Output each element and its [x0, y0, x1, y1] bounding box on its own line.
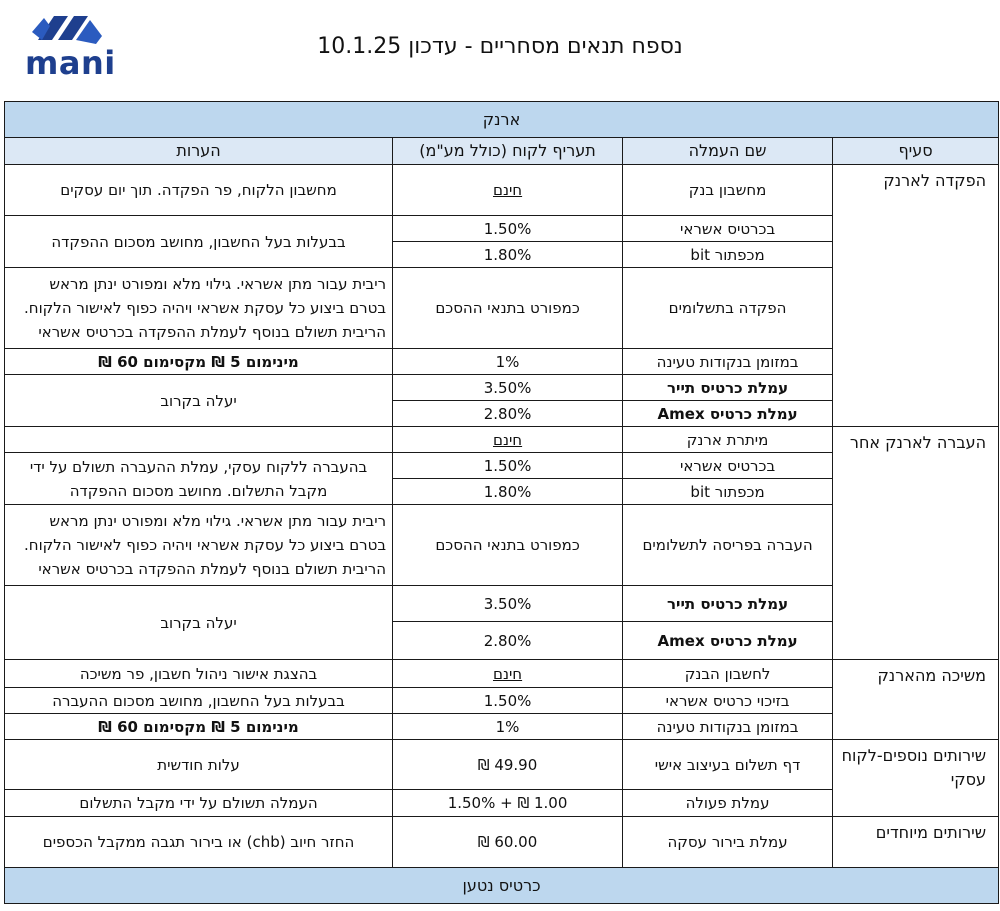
fee-price: חינם: [393, 165, 623, 216]
fee-price: כמפורט בתנאי ההסכם: [393, 268, 623, 349]
fee-price: 1.00 ₪ + 1.50%: [393, 790, 623, 817]
header-price: תעריף לקוח (כולל מע"מ): [393, 138, 623, 165]
header-section: סעיף: [833, 138, 999, 165]
fee-note: בהעברה ללקוח עסקי, עמלת ההעברה תשולם על ידי מקבל התשלום. מחושב מסכום ההפקדה: [5, 453, 393, 505]
fee-name: עמלת כרטיס תייר: [623, 375, 833, 401]
fee-price: 2.80%: [393, 622, 623, 660]
fee-note: העמלה תשולם על ידי מקבל התשלום: [5, 790, 393, 817]
page-title: נספח תנאים מסחריים - עדכון 10.1.25: [317, 34, 683, 59]
fee-note: ריבית עבור מתן אשראי. גילוי מלא ומפורט ינתן מראש בטרם ביצוע כל עסקת אשראי ויהיה כפוף לאישור הלקוח. הריבית תשולם בנוסף לעמלת ההפקדה בכרטיס אשראי: [5, 268, 393, 349]
fee-name: במזומן בנקודות טעינה: [623, 714, 833, 740]
fee-note-empty: [5, 427, 393, 453]
fee-price: 1%: [393, 714, 623, 740]
fee-note: יעלה בקרוב: [5, 586, 393, 660]
fee-name: עמלת כרטיס Amex: [623, 622, 833, 660]
fee-name: מחשבון בנק: [623, 165, 833, 216]
fee-name: עמלת פעולה: [623, 790, 833, 817]
group-special-services: שירותים מיוחדים: [833, 817, 999, 868]
fee-name: עמלת בירור עסקה: [623, 817, 833, 868]
fee-name: הפקדה בתשלומים: [623, 268, 833, 349]
group-extra-services: שירותים נוספים-לקוח עסקי: [833, 740, 999, 817]
fee-name: מכפתור bit: [623, 479, 833, 505]
fee-price: 1.50%: [393, 688, 623, 714]
fee-name: מיתרת ארנק: [623, 427, 833, 453]
group-transfer: העברה לארנק אחר: [833, 427, 999, 660]
fee-name: בכרטיס אשראי: [623, 453, 833, 479]
fee-price: 1.80%: [393, 479, 623, 505]
fee-note: מחשבון הלקוח, פר הפקדה. תוך יום עסקים: [5, 165, 393, 216]
fee-price: 1.50%: [393, 216, 623, 242]
group-deposit: הפקדה לארנק: [833, 165, 999, 427]
fee-name: העברה בפריסה לתשלומים: [623, 505, 833, 586]
fees-table: [4, 101, 999, 904]
fee-price: 49.90 ₪: [393, 740, 623, 790]
fee-note: יעלה בקרוב: [5, 375, 393, 427]
fee-note: עלות חודשית: [5, 740, 393, 790]
fee-price: 1.50%: [393, 453, 623, 479]
fee-note: בבעלות בעל החשבון, מחושב מסכום ההעברה: [5, 688, 393, 714]
fee-price: 1%: [393, 349, 623, 375]
fee-name: מכפתור bit: [623, 242, 833, 268]
fee-name: דף תשלום בעיצוב אישי: [623, 740, 833, 790]
fee-price: 60.00 ₪: [393, 817, 623, 868]
header-fee-name: שם העמלה: [623, 138, 833, 165]
fee-name: במזומן בנקודות טעינה: [623, 349, 833, 375]
fee-name: בכרטיס אשראי: [623, 216, 833, 242]
logo-wordmark: mani: [25, 44, 116, 82]
fee-price: 1.80%: [393, 242, 623, 268]
group-withdraw: משיכה מהארנק: [833, 660, 999, 740]
fee-name: לחשבון הבנק: [623, 660, 833, 688]
fee-price: חינם: [393, 660, 623, 688]
fee-price: 3.50%: [393, 586, 623, 622]
section-band-card: כרטיס נטען: [5, 868, 999, 904]
fee-name: בזיכוי כרטיס אשראי: [623, 688, 833, 714]
section-band-wallet: ארנק: [5, 102, 999, 138]
fee-note: מינימום 5 ₪ מקסימום 60 ₪: [5, 714, 393, 740]
fee-note: בבעלות בעל החשבון, מחושב מסכום ההפקדה: [5, 216, 393, 268]
fee-note: מינימום 5 ₪ מקסימום 60 ₪: [5, 349, 393, 375]
fee-price: כמפורט בתנאי ההסכם: [393, 505, 623, 586]
header-notes: הערות: [5, 138, 393, 165]
fee-price: 3.50%: [393, 375, 623, 401]
fee-note: החזר חיוב (chb) או בירור תגבה ממקבל הכספים: [5, 817, 393, 868]
fee-name: עמלת כרטיס Amex: [623, 401, 833, 427]
fee-note: בהצגת אישור ניהול חשבון, פר משיכה: [5, 660, 393, 688]
fee-name: עמלת כרטיס תייר: [623, 586, 833, 622]
fee-price: חינם: [393, 427, 623, 453]
fee-price: 2.80%: [393, 401, 623, 427]
fee-note: ריבית עבור מתן אשראי. גילוי מלא ומפורט ינתן מראש בטרם ביצוע כל עסקת אשראי ויהיה כפוף לאישור הלקוח. הריבית תשולם בנוסף לעמלת ההפקדה בכרטיס אשראי: [5, 505, 393, 586]
